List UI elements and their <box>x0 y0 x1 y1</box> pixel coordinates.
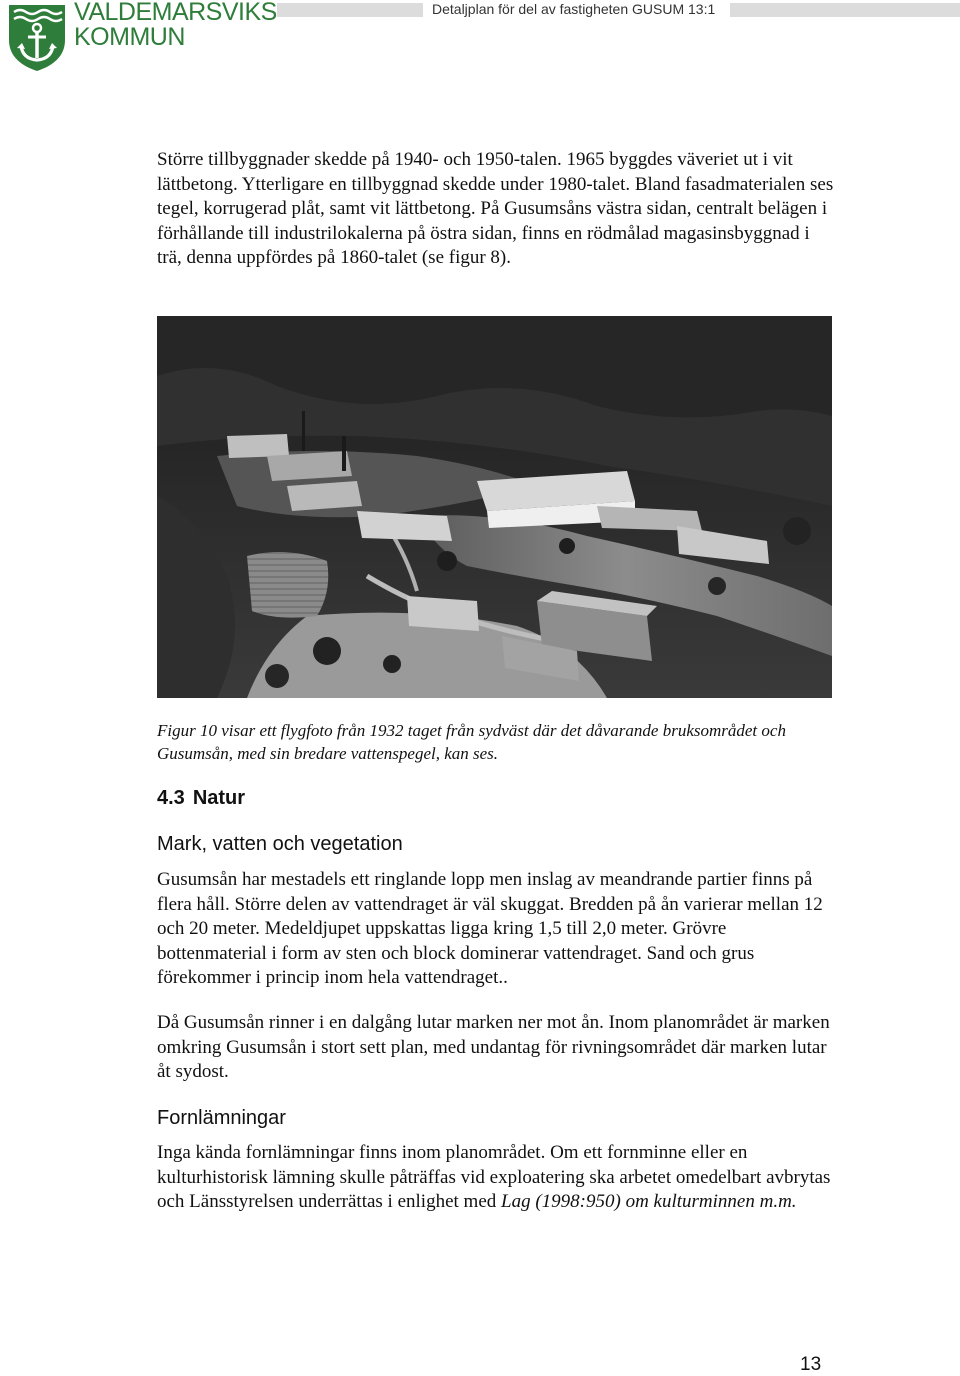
subheading-fornlamningar: Fornlämningar <box>157 1107 286 1129</box>
page-number: 13 <box>800 1354 822 1375</box>
paragraph-vattendrag: Gusumsån har mestadels ett ringlande lopp men inslag av meandrande partier finns på flera håll. Större delen av vattendraget är väl skuggat. Bredden på ån varierar mellan 12 och 20 meter. Medeldjupet uppskattas ligga kring 1,5 till 2,0 meter. Grövre bottenmaterial i form av sten och block dominerar vattendraget. Sand och grus förekommer i princip inom hela vattendraget.. <box>157 869 823 988</box>
section-heading <box>157 786 245 810</box>
paragraph-fornlamningar <box>157 1141 837 1215</box>
paragraph-dalgang: Då Gusumsån rinner i en dalgång lutar marken ner mot ån. Inom planområdet är marken omkring Gusumsån i stort sett plan, med undantag för rivningsområdet där marken lutar åt sydost. <box>157 1012 830 1082</box>
figure-caption: Figur 10 visar ett flygfoto från 1932 taget från sydväst där det dåvarande bruksområdet och Gusumsån, med sin bredare vattenspegel, kan ses. <box>157 721 786 763</box>
organization-name-line2: KOMMUN <box>74 23 185 51</box>
aerial-photo <box>157 316 832 698</box>
section-number: 4.3 <box>157 787 185 809</box>
header-divider-bar-right <box>730 3 960 17</box>
organization-name-line1: VALDEMARSVIKS <box>74 0 277 26</box>
page-header <box>0 0 960 80</box>
header-divider-bar-left <box>277 3 423 17</box>
subheading-mark-vatten-vegetation: Mark, vatten och vegetation <box>157 833 403 855</box>
intro-paragraph: Större tillbyggnader skedde på 1940- och 1950-talen. 1965 byggdes väveriet ut i vit lättbetong. Ytterligare en tillbyggnad skedde under 1980-talet. Bland fasadmaterialen ses tegel, korrugerad plåt, samt vit lättbetong. På Gusumsåns västra sidan, centralt belägen i förhållande till industrilokalerna på östra sidan, finns en rödmålad magasinsbyggnad i trä, denna uppfördes på 1860-talet (se figur 8). <box>157 149 834 268</box>
organization-name <box>74 0 277 50</box>
anchor-shield-icon <box>6 2 68 72</box>
paragraph-fornlamningar-text: Inga kända fornlämningar finns inom planområdet. Om ett fornminne eller en kulturhistorisk lämning skulle påträffas vid exploatering ska arbetet omedelbart avbrytas och Länsstyrelsen underrättas i enlighet med <box>157 1142 831 1212</box>
document-title: Detaljplan för del av fastigheten GUSUM 13:1 <box>432 1 716 17</box>
law-reference: Lag (1998:950) om kulturminnen m.m. <box>501 1191 797 1212</box>
section-title: Natur <box>192 787 246 809</box>
